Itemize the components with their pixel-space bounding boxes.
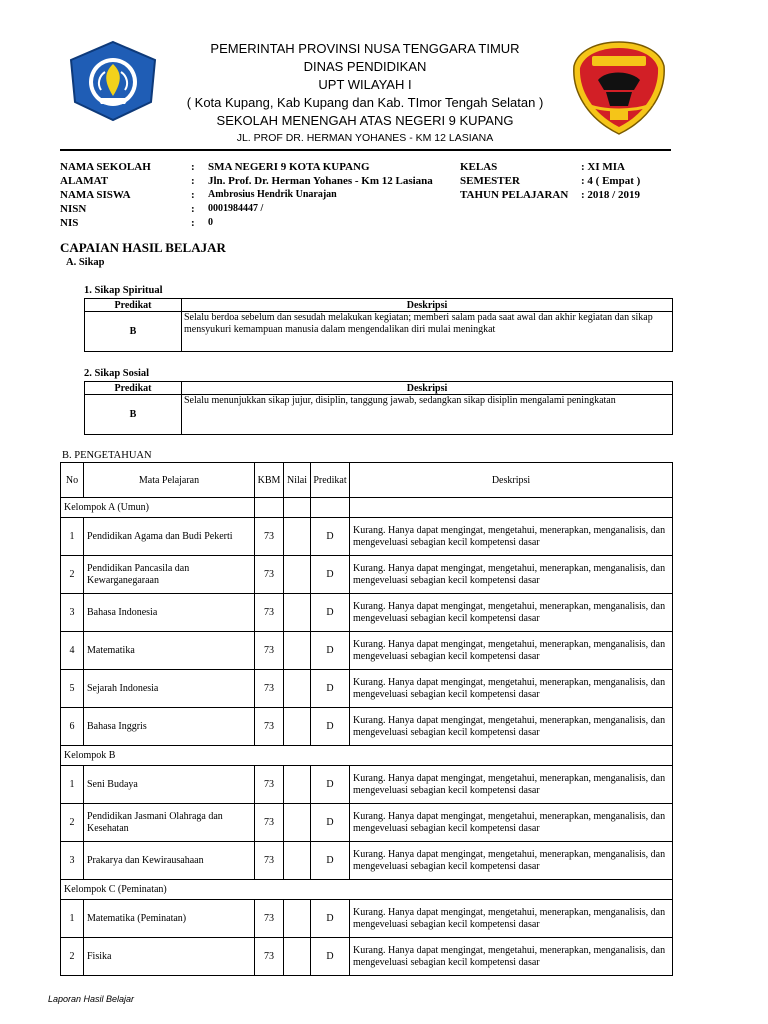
row-predikat: D [311,594,350,632]
row-kbm: 73 [255,556,284,594]
empty-cell [255,498,284,518]
row-no: 5 [61,670,84,708]
table-row [61,632,673,670]
col-predikat: Predikat [85,382,182,395]
table-row [61,670,673,708]
label-tahun-pelajaran: TAHUN PELAJARAN [460,189,569,201]
row-no: 2 [61,938,84,976]
table-row [61,708,673,746]
col-deskripsi: Deskripsi [182,299,673,312]
sikap-sosial-table [84,381,673,435]
row-predikat: D [311,556,350,594]
row-predikat: D [311,632,350,670]
row-mata-pelajaran: Matematika [84,632,255,670]
row-kbm: 73 [255,670,284,708]
label-nama-sekolah: NAMA SEKOLAH [60,161,151,173]
ntt-emblem-logo [570,40,668,136]
header-line-2: DINAS PENDIDIKAN [303,59,427,74]
label-semester: SEMESTER [460,175,520,187]
col-predikat: Predikat [311,463,350,498]
row-no: 1 [61,900,84,938]
table-row [61,518,673,556]
row-no: 2 [61,804,84,842]
col-deskripsi: Deskripsi [350,463,673,498]
row-mata-pelajaran: Pendidikan Jasmani Olahraga dan Kesehatan [84,804,255,842]
header-line-3: UPT WILAYAH I [318,77,412,92]
row-nilai [284,804,311,842]
row-mata-pelajaran: Seni Budaya [84,766,255,804]
row-predikat: D [311,938,350,976]
row-predikat: D [311,804,350,842]
kelompok-b-label: Kelompok B [61,746,673,766]
row-no: 3 [61,842,84,880]
row-deskripsi: Kurang. Hanya dapat mengingat, mengetahui, menerapkan, menganalisis, dan mengeveluasi sebagian kecil kompetensi dasar [350,632,673,670]
sikap-sosial-title: 2. Sikap Sosial [84,368,150,379]
table-row [61,842,673,880]
header-line-4: ( Kota Kupang, Kab Kupang dan Kab. TImor Tengah Selatan ) [186,95,544,110]
row-mata-pelajaran: Matematika (Peminatan) [84,900,255,938]
row-deskripsi: Kurang. Hanya dapat mengingat, mengetahui, menerapkan, menganalisis, dan mengeveluasi sebagian kecil kompetensi dasar [350,804,673,842]
col-kbm: KBM [255,463,284,498]
row-deskripsi: Kurang. Hanya dapat mengingat, mengetahui, menerapkan, menganalisis, dan mengeveluasi sebagian kecil kompetensi dasar [350,556,673,594]
value-nisn: 0001984447 / [208,203,264,214]
row-kbm: 73 [255,594,284,632]
table-row [61,556,673,594]
label-nisn: NISN [60,203,87,215]
label-kelas: KELAS [460,161,498,173]
row-nilai [284,594,311,632]
row-no: 1 [61,518,84,556]
row-kbm: 73 [255,938,284,976]
sosial-predikat: B [85,395,182,435]
row-kbm: 73 [255,804,284,842]
row-nilai [284,938,311,976]
footer-label: Laporan Hasil Belajar [48,994,135,1004]
value-nama-sekolah: SMA NEGERI 9 KOTA KUPANG [208,161,370,173]
row-kbm: 73 [255,708,284,746]
row-deskripsi: Kurang. Hanya dapat mengingat, mengetahui, menerapkan, menganalisis, dan mengeveluasi sebagian kecil kompetensi dasar [350,708,673,746]
row-nilai [284,632,311,670]
row-nilai [284,670,311,708]
row-no: 4 [61,632,84,670]
table-row [61,804,673,842]
row-deskripsi: Kurang. Hanya dapat mengingat, mengetahui, menerapkan, menganalisis, dan mengeveluasi sebagian kecil kompetensi dasar [350,594,673,632]
section-b-pengetahuan: B. PENGETAHUAN [62,450,152,461]
row-predikat: D [311,518,350,556]
row-predikat: D [311,670,350,708]
sosial-deskripsi: Selalu menunjukkan sikap jujur, disiplin, tanggung jawab, sedangkan sikap disiplin mengalami peningkatan [182,395,673,435]
col-mata-pelajaran: Mata Pelajaran [84,463,255,498]
row-mata-pelajaran: Pendidikan Pancasila dan Kewarganegaraan [84,556,255,594]
value-tahun-pelajaran: : 2018 / 2019 [581,189,640,201]
colon: : [191,203,195,215]
col-no: No [61,463,84,498]
col-predikat: Predikat [85,299,182,312]
kelompok-c-label: Kelompok C (Peminatan) [61,880,673,900]
row-mata-pelajaran: Prakarya dan Kewirausahaan [84,842,255,880]
colon: : [191,217,195,229]
table-row [61,938,673,976]
letterhead [150,40,580,146]
empty-cell [311,498,350,518]
row-deskripsi: Kurang. Hanya dapat mengingat, mengetahui, menerapkan, menganalisis, dan mengeveluasi sebagian kecil kompetensi dasar [350,900,673,938]
row-predikat: D [311,842,350,880]
row-mata-pelajaran: Sejarah Indonesia [84,670,255,708]
row-no: 2 [61,556,84,594]
row-nilai [284,518,311,556]
colon: : [191,189,195,201]
pengetahuan-table [60,462,673,976]
colon: : [191,161,195,173]
row-predikat: D [311,766,350,804]
row-no: 6 [61,708,84,746]
row-nilai [284,556,311,594]
value-kelas: : XI MIA [581,161,625,173]
row-predikat: D [311,708,350,746]
header-line-5: SEKOLAH MENENGAH ATAS NEGERI 9 KUPANG [216,113,514,128]
spiritual-deskripsi: Selalu berdoa sebelum dan sesudah melakukan kegiatan; memberi salam pada saat awal dan akhir kegiatan dan sikap mensyukuri kemampuan manusia dalam mengendalikan diri mulai meningkat [182,312,673,352]
label-nama-siswa: NAMA SISWA [60,189,131,201]
tut-wuri-handayani-logo [67,40,159,122]
empty-cell [350,498,673,518]
header-address: JL. PROF DR. HERMAN YOHANES - KM 12 LASIANA [236,132,494,144]
row-kbm: 73 [255,632,284,670]
col-nilai: Nilai [284,463,311,498]
row-nilai [284,842,311,880]
header-line-1: PEMERINTAH PROVINSI NUSA TENGGARA TIMUR [210,41,520,56]
sikap-spiritual-title: 1. Sikap Spiritual [84,285,163,296]
colon: : [191,175,195,187]
table-row [61,900,673,938]
section-a-sikap: A. Sikap [66,257,105,268]
table-row [61,766,673,804]
row-mata-pelajaran: Bahasa Indonesia [84,594,255,632]
value-alamat: Jln. Prof. Dr. Herman Yohanes - Km 12 Lasiana [208,175,433,187]
row-no: 3 [61,594,84,632]
row-predikat: D [311,900,350,938]
table-row [61,594,673,632]
value-semester: : 4 ( Empat ) [581,175,641,187]
row-kbm: 73 [255,518,284,556]
row-kbm: 73 [255,900,284,938]
row-deskripsi: Kurang. Hanya dapat mengingat, mengetahui, menerapkan, menganalisis, dan mengeveluasi sebagian kecil kompetensi dasar [350,518,673,556]
kelompok-a-label: Kelompok A (Umun) [61,498,255,518]
row-nilai [284,766,311,804]
row-nilai [284,900,311,938]
row-kbm: 73 [255,842,284,880]
row-kbm: 73 [255,766,284,804]
header-rule [60,149,671,151]
sikap-spiritual-table [84,298,673,352]
row-deskripsi: Kurang. Hanya dapat mengingat, mengetahui, menerapkan, menganalisis, dan mengeveluasi sebagian kecil kompetensi dasar [350,938,673,976]
row-mata-pelajaran: Bahasa Inggris [84,708,255,746]
label-nis: NIS [60,217,79,229]
row-mata-pelajaran: Fisika [84,938,255,976]
col-deskripsi: Deskripsi [182,382,673,395]
value-nis: 0 [208,217,213,228]
row-nilai [284,708,311,746]
capaian-title: CAPAIAN HASIL BELAJAR [60,240,226,255]
row-mata-pelajaran: Pendidikan Agama dan Budi Pekerti [84,518,255,556]
empty-cell [284,498,311,518]
row-deskripsi: Kurang. Hanya dapat mengingat, mengetahui, menerapkan, menganalisis, dan mengeveluasi sebagian kecil kompetensi dasar [350,842,673,880]
label-alamat: ALAMAT [60,175,109,187]
row-deskripsi: Kurang. Hanya dapat mengingat, mengetahui, menerapkan, menganalisis, dan mengeveluasi sebagian kecil kompetensi dasar [350,766,673,804]
row-no: 1 [61,766,84,804]
row-deskripsi: Kurang. Hanya dapat mengingat, mengetahui, menerapkan, menganalisis, dan mengeveluasi sebagian kecil kompetensi dasar [350,670,673,708]
value-nama-siswa: Ambrosius Hendrik Unarajan [208,189,337,200]
spiritual-predikat: B [85,312,182,352]
